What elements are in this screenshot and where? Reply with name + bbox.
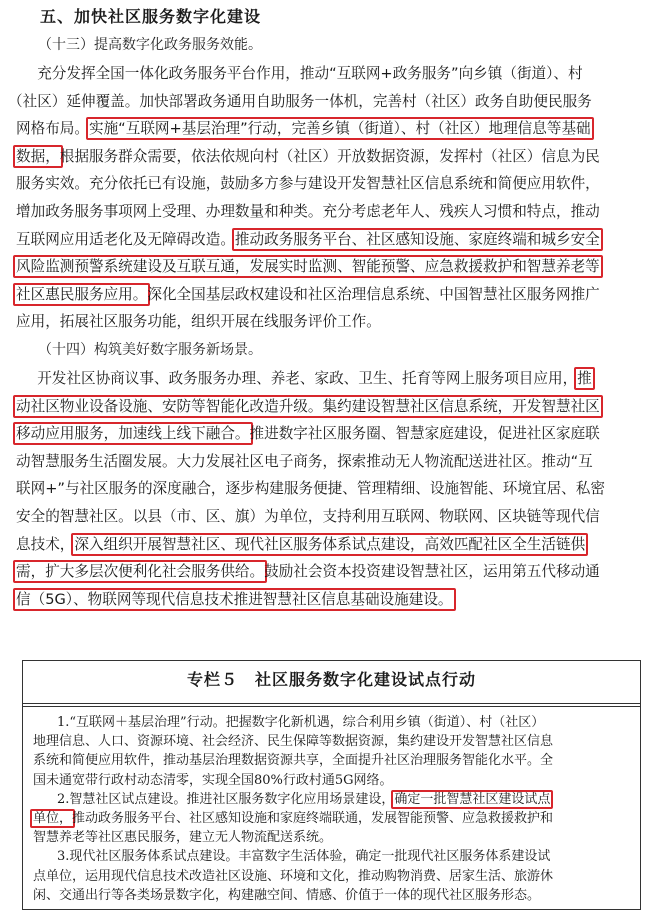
column-line: 3.现代社区服务体系试点建设。丰富数字生活体验，确定一批现代社区服务体系建设试 <box>31 849 551 865</box>
text-line: （社区）延伸覆盖。加快部署政务通用自助服务一体机，完善村（社区）政务自助便民服务 <box>8 92 592 110</box>
highlight-box: 数据， <box>13 145 63 168</box>
highlight-box: 风险监测预警系统建设及互联互通，发展实时监测、智能预警、应急救援救护和智慧养老等 <box>13 255 603 278</box>
highlight-box: 社区惠民服务应用。 <box>13 283 150 306</box>
title-divider <box>23 703 640 704</box>
column-line: 闲、交通出行等各类场景数字化，构建融空间、情感、价值于一体的现代社区服务形态。 <box>33 887 541 903</box>
highlight-box: 移动应用服务，加速线上线下融合。 <box>13 422 253 445</box>
highlight-box: 动社区物业设备设施、安防等智能化改造升级。集约建设智慧社区信息系统，开发智慧社区 <box>13 395 603 418</box>
highlight-box: 需，扩大多层次便利化社会服务供给。 <box>13 560 267 583</box>
column-line: 2.智慧社区试点建设。推进社区服务数字化应用场景建设，确定一批智慧社区建设试点 <box>23 790 640 809</box>
highlight-box: 推 <box>574 367 595 390</box>
section-heading: 五、加快社区服务数字化建设 <box>40 7 262 26</box>
text-line: 安全的智慧社区。以县（市、区、旗）为单位，支持利用互联网、物联网、区块链等现代信 <box>16 507 600 525</box>
text-line: 服务实效。充分依托已有设施，鼓励多方参与建设开发智慧社区信息系统和简便应用软件， <box>16 175 600 193</box>
text-line: 数据，根据服务群众需要，依法依规向村（社区）开放数据资源，发挥村（社区）信息为民 <box>0 143 664 171</box>
subsection-13-title: （十三）提高数字化政务服务效能。 <box>38 37 262 53</box>
text-line: 互联网应用适老化及无障碍改造。推动政务服务平台、社区感知设施、家庭终端和城乡安全 <box>0 226 664 254</box>
text-line: 网格布局。实施“互联网+基层治理”行动，完善乡镇（街道）、村（社区）地理信息等基础 <box>0 115 664 143</box>
column-line: 国未通宽带行政村动态清零，实现全国80%行政村通5G网络。 <box>33 772 393 788</box>
column-line: 地理信息、人口、资源环境、社会经济、民生保障等数据资源，集约建设开发智慧社区信息 <box>33 734 554 750</box>
text-line: 增加政务服务事项网上受理、办理数量和种类。充分考虑老年人、残疾人习惯和特点，推动 <box>16 202 600 220</box>
paragraph-14 <box>0 365 664 613</box>
column-line: 智慧养老等社区惠民服务，建立无人物流配送系统。 <box>33 830 333 846</box>
highlight-box: 确定一批智慧社区建设试点 <box>391 790 553 809</box>
highlight-box: 单位， <box>30 809 75 828</box>
text-line: 动智慧服务生活圈发展。大力发展社区电子商务，探索推动无人物流配送进社区。推动“互 <box>16 452 593 470</box>
text-line: 需，扩大多层次便利化社会服务供给。鼓励社会资本投资建设智慧社区，运用第五代移动通 <box>0 558 664 586</box>
highlight-box: 推动政务服务平台、社区感知设施、家庭终端和城乡安全 <box>232 228 603 251</box>
special-column-box <box>22 660 641 910</box>
text-line <box>0 586 664 614</box>
text-line <box>0 393 664 421</box>
title-divider <box>23 706 640 707</box>
column-title: 专栏５ 社区服务数字化建设试点行动 <box>186 670 476 689</box>
text-line: 开发社区协商议事、政务服务办理、养老、家政、卫生、托育等网上服务项目应用，推 <box>0 365 664 393</box>
highlight-box: 实施“互联网+基层治理”行动，完善乡镇（街道）、村（社区）地理信息等基础 <box>86 117 594 140</box>
text-line <box>0 253 664 281</box>
column-line: 1.“互联网＋基层治理”行动。把握数字化新机遇，综合利用乡镇（街道）、村（社区） <box>31 715 545 730</box>
column-line: 单位，推动政务服务平台、社区感知设施和家庭终端联通，发展智能预警、应急救援救护和 <box>23 809 640 828</box>
text-line: 充分发挥全国一体化政务服务平台作用，推动“互联网+政务服务”向乡镇（街道）、村 <box>8 65 583 82</box>
column-line: 点单位，运用现代信息技术改造社区设施、环境和文化，推动购物消费、居家生活、旅游休 <box>33 868 554 884</box>
text-line: 社区惠民服务应用。深化全国基层政权建设和社区治理信息系统、中国智慧社区服务网推广 <box>0 281 664 309</box>
subsection-14-title: （十四）构筑美好数字服务新场景。 <box>38 342 262 358</box>
text-line: 息技术，深入组织开展智慧社区、现代社区服务体系试点建设，高效匹配社区全生活链供 <box>0 531 664 559</box>
column-body <box>23 713 640 905</box>
column-line: 系统和简便应用软件，推动基层治理数据资源共享，全面提升社区治理服务智能化水平。全 <box>33 753 554 769</box>
text-line: 联网+”与社区服务的深度融合，逐步构建服务便捷、管理精细、设施智能、环境宜居、私密 <box>16 480 605 498</box>
paragraph-13 <box>0 60 664 336</box>
text-line: 移动应用服务，加速线上线下融合。推进数字社区服务圈、智慧家庭建设，促进社区家庭联 <box>0 420 664 448</box>
highlight-box: 信（5G）、物联网等现代信息技术推进智慧社区信息基础设施建设。 <box>13 588 456 611</box>
text-line: 应用，拓展社区服务功能，组织开展在线服务评价工作。 <box>16 313 381 331</box>
highlight-box: 深入组织开展智慧社区、现代社区服务体系试点建设，高效匹配社区全生活链供 <box>71 533 588 556</box>
